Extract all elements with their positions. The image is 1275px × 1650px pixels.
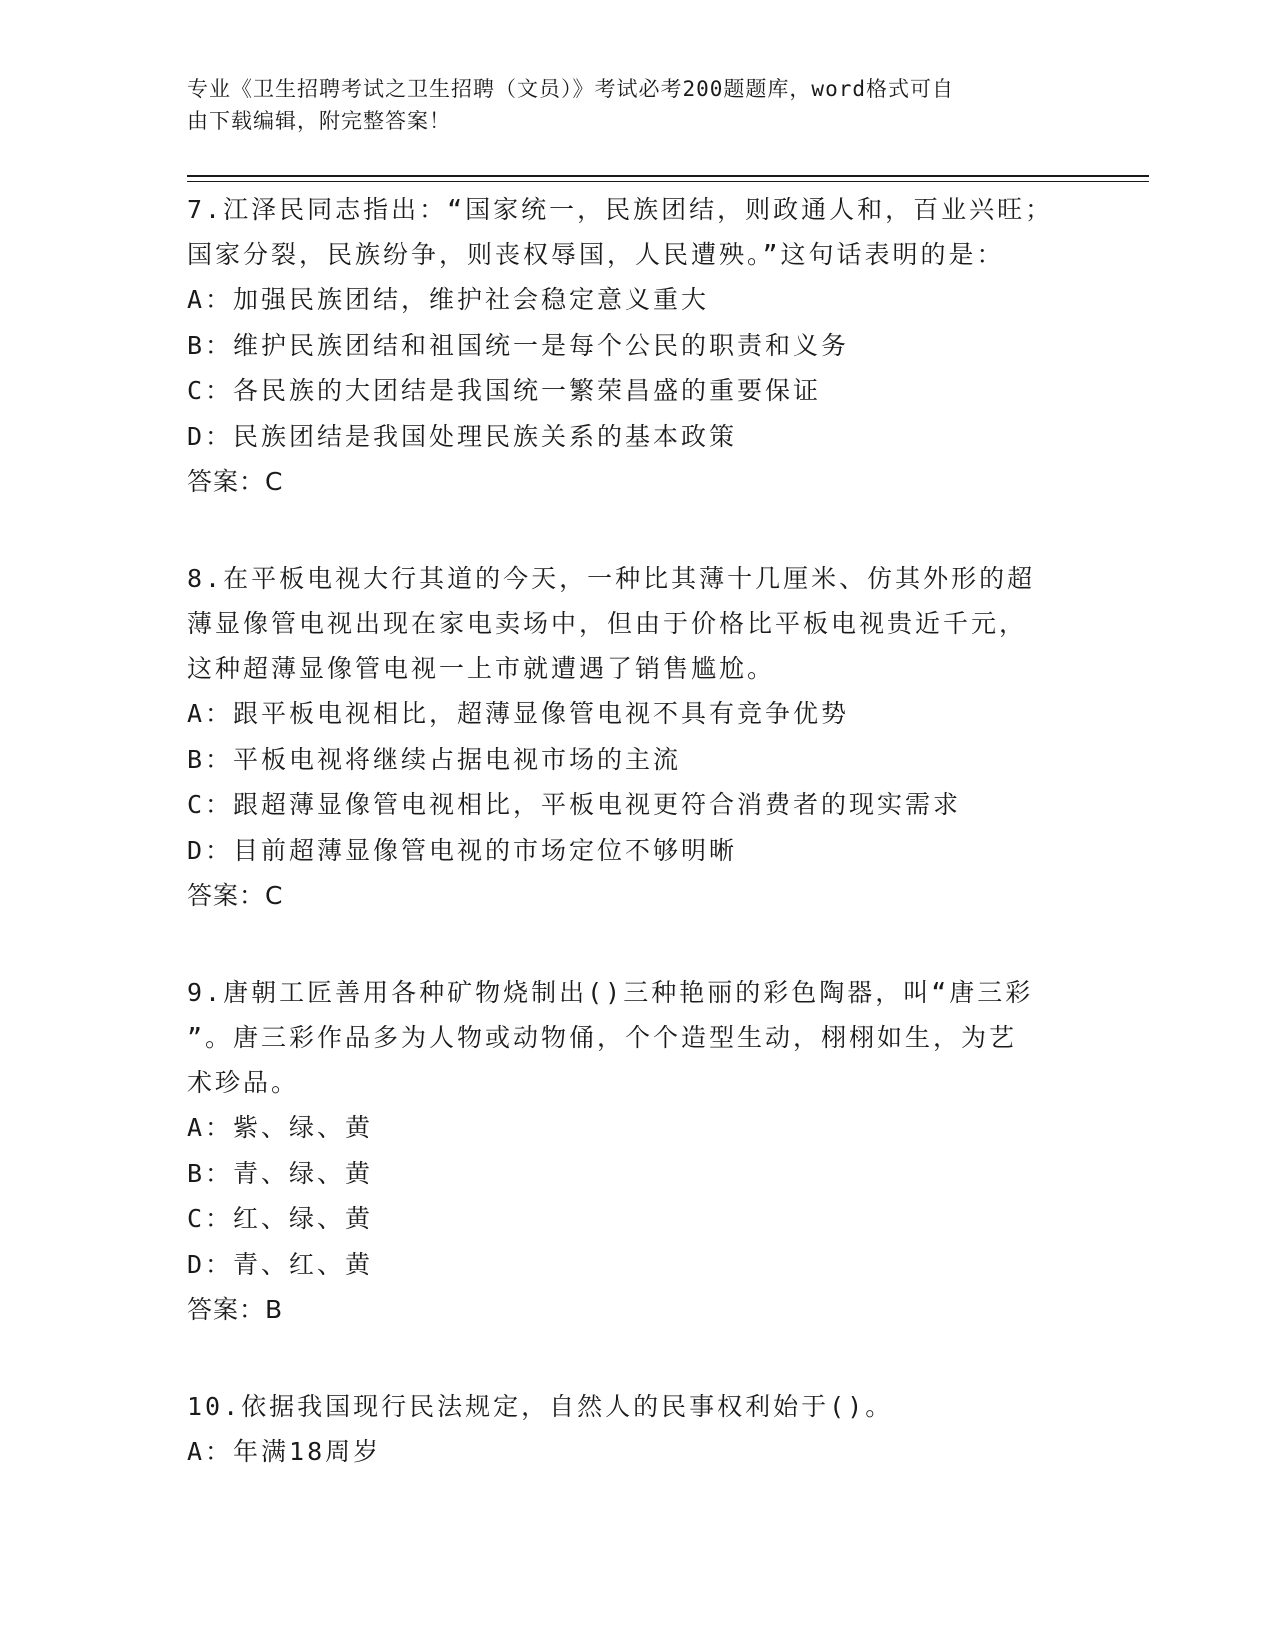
header-line-2: 由下载编辑，附完整答案！: [187, 109, 451, 133]
question-stem-line: 这种超薄显像管电视一上市就遭遇了销售尴尬。: [187, 654, 776, 683]
option-a: A：紫、绿、黄: [187, 1113, 374, 1142]
question-stem-line: 10.依据我国现行民法规定，自然人的民事权利始于()。: [187, 1392, 894, 1421]
question-stem-line: 9.唐朝工匠善用各种矿物烧制出()三种艳丽的彩色陶器，叫“唐三彩: [187, 978, 1034, 1007]
answer-label: 答案：C: [187, 467, 284, 496]
question-stem-line: 术珍品。: [187, 1068, 300, 1097]
option-b: B：青、绿、黄: [187, 1158, 374, 1188]
question-stem-line: 国家分裂，民族纷争，则丧权辱国，人民遭殃。”这句话表明的是：: [187, 240, 1005, 269]
option-a: A：加强民族团结，维护社会稳定意义重大: [187, 285, 710, 314]
option-c: C：红、绿、黄: [187, 1204, 374, 1233]
header-line-1: 专业《卫生招聘考试之卫生招聘（文员）》考试必考200题题库，word格式可自: [187, 77, 954, 101]
answer-label: 答案：C: [187, 881, 284, 910]
question-7: [187, 187, 1067, 504]
question-list: [187, 187, 1067, 1527]
header-divider-thick: [187, 175, 1149, 177]
option-b: B：平板电视将继续占据电视市场的主流: [187, 744, 682, 774]
question-stem-line: 薄显像管电视出现在家电卖场中，但由于价格比平板电视贵近千元，: [187, 609, 1028, 638]
option-d: D：青、红、黄: [187, 1249, 374, 1279]
question-9: [187, 970, 1067, 1332]
question-stem-line: 7.江泽民同志指出：“国家统一，民族团结，则政通人和，百业兴旺；: [187, 195, 1054, 224]
option-d: D：民族团结是我国处理民族关系的基本政策: [187, 421, 738, 451]
header-divider-thin: [187, 181, 1149, 182]
question-stem-line: ”。唐三彩作品多为人物或动物俑，个个造型生动，栩栩如生，为艺: [187, 1023, 1018, 1052]
option-a: A：跟平板电视相比，超薄显像管电视不具有竞争优势: [187, 699, 850, 728]
question-stem-line: 8.在平板电视大行其道的今天，一种比其薄十几厘米、仿其外形的超: [187, 564, 1036, 593]
option-c: C：跟超薄显像管电视相比，平板电视更符合消费者的现实需求: [187, 790, 962, 819]
question-10: [187, 1384, 1067, 1475]
option-d: D：目前超薄显像管电视的市场定位不够明晰: [187, 835, 738, 865]
answer-label: 答案：B: [187, 1295, 284, 1324]
option-b: B：维护民族团结和祖国统一是每个公民的职责和义务: [187, 330, 850, 360]
option-a: A：年满18周岁: [187, 1437, 382, 1466]
question-8: [187, 556, 1067, 918]
option-c: C：各民族的大团结是我国统一繁荣昌盛的重要保证: [187, 376, 822, 405]
document-header: [187, 73, 1067, 137]
